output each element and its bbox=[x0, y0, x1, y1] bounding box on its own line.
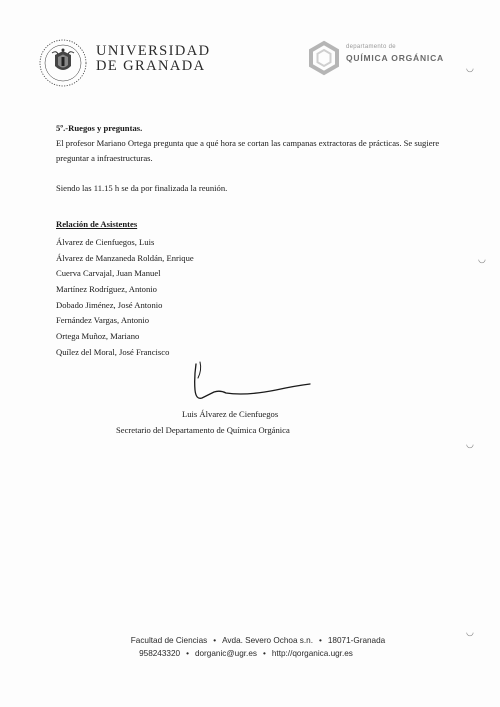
scan-mark: ◡ bbox=[466, 440, 474, 450]
university-name-line-2: DE GRANADA bbox=[96, 58, 206, 74]
footer-website: http://qorganica.ugr.es bbox=[271, 649, 353, 658]
university-name-line-1: UNIVERSIDAD bbox=[96, 43, 211, 59]
attendee-item: Dobado Jiménez, José Antonio bbox=[56, 299, 163, 310]
department-name: QUÍMICA ORGÁNICA bbox=[346, 53, 444, 63]
attendee-item: Fernández Vargas, Antonio bbox=[56, 315, 150, 326]
closing-text: Siendo las 11.15 h se da por finalizada la reunión. bbox=[56, 183, 228, 193]
scan-mark: ◡ bbox=[466, 64, 474, 74]
attendee-item: Ortega Muñoz, Mariano bbox=[56, 331, 140, 342]
footer-line-2 bbox=[0, 649, 496, 658]
footer-separator: • bbox=[186, 649, 189, 658]
section-paragraph: El profesor Mariano Ortega pregunta que a qué hora se cortan las campanas extractoras de prácticas. Se sugiere preguntar a infraestructuras. bbox=[56, 138, 440, 163]
department-logo-icon bbox=[306, 40, 342, 76]
attendee-item: Martínez Rodríguez, Antonio bbox=[56, 284, 157, 295]
footer-address: Avda. Severo Ochoa s.n. bbox=[222, 636, 313, 645]
section-title: 5º.-Ruegos y preguntas. bbox=[56, 123, 143, 133]
footer-separator: • bbox=[318, 636, 322, 645]
attendees-list bbox=[56, 235, 194, 361]
attendee-item: Álvarez de Manzaneda Roldán, Enrique bbox=[56, 252, 194, 263]
department-label-small: departamento de bbox=[346, 44, 396, 50]
footer-city: 18071-Granada bbox=[327, 636, 386, 645]
footer-faculty: Facultad de Ciencias bbox=[130, 636, 208, 645]
scan-mark: ◡ bbox=[478, 255, 486, 265]
university-seal-icon bbox=[38, 38, 88, 88]
handwritten-signature bbox=[186, 360, 316, 408]
scan-mark: ◡ bbox=[466, 628, 474, 638]
attendee-item: Cuerva Carvajal, Juan Manuel bbox=[56, 268, 161, 279]
attendees-title: Relación de Asistentes bbox=[56, 219, 138, 229]
university-name bbox=[96, 44, 210, 74]
footer-separator: • bbox=[262, 649, 266, 658]
attendee-item: Quílez del Moral, José Francisco bbox=[56, 346, 170, 357]
footer-line-1 bbox=[8, 636, 500, 645]
signatory-role: Secretario del Departamento de Química Orgánica bbox=[116, 425, 290, 435]
footer-phone: 958243320 bbox=[139, 649, 181, 658]
footer-email: dorganic@ugr.es bbox=[194, 649, 257, 658]
attendee-item: Álvarez de Cienfuegos, Luis bbox=[56, 237, 155, 247]
footer-separator: • bbox=[213, 636, 217, 645]
signatory-name: Luis Álvarez de Cienfuegos bbox=[182, 409, 279, 419]
